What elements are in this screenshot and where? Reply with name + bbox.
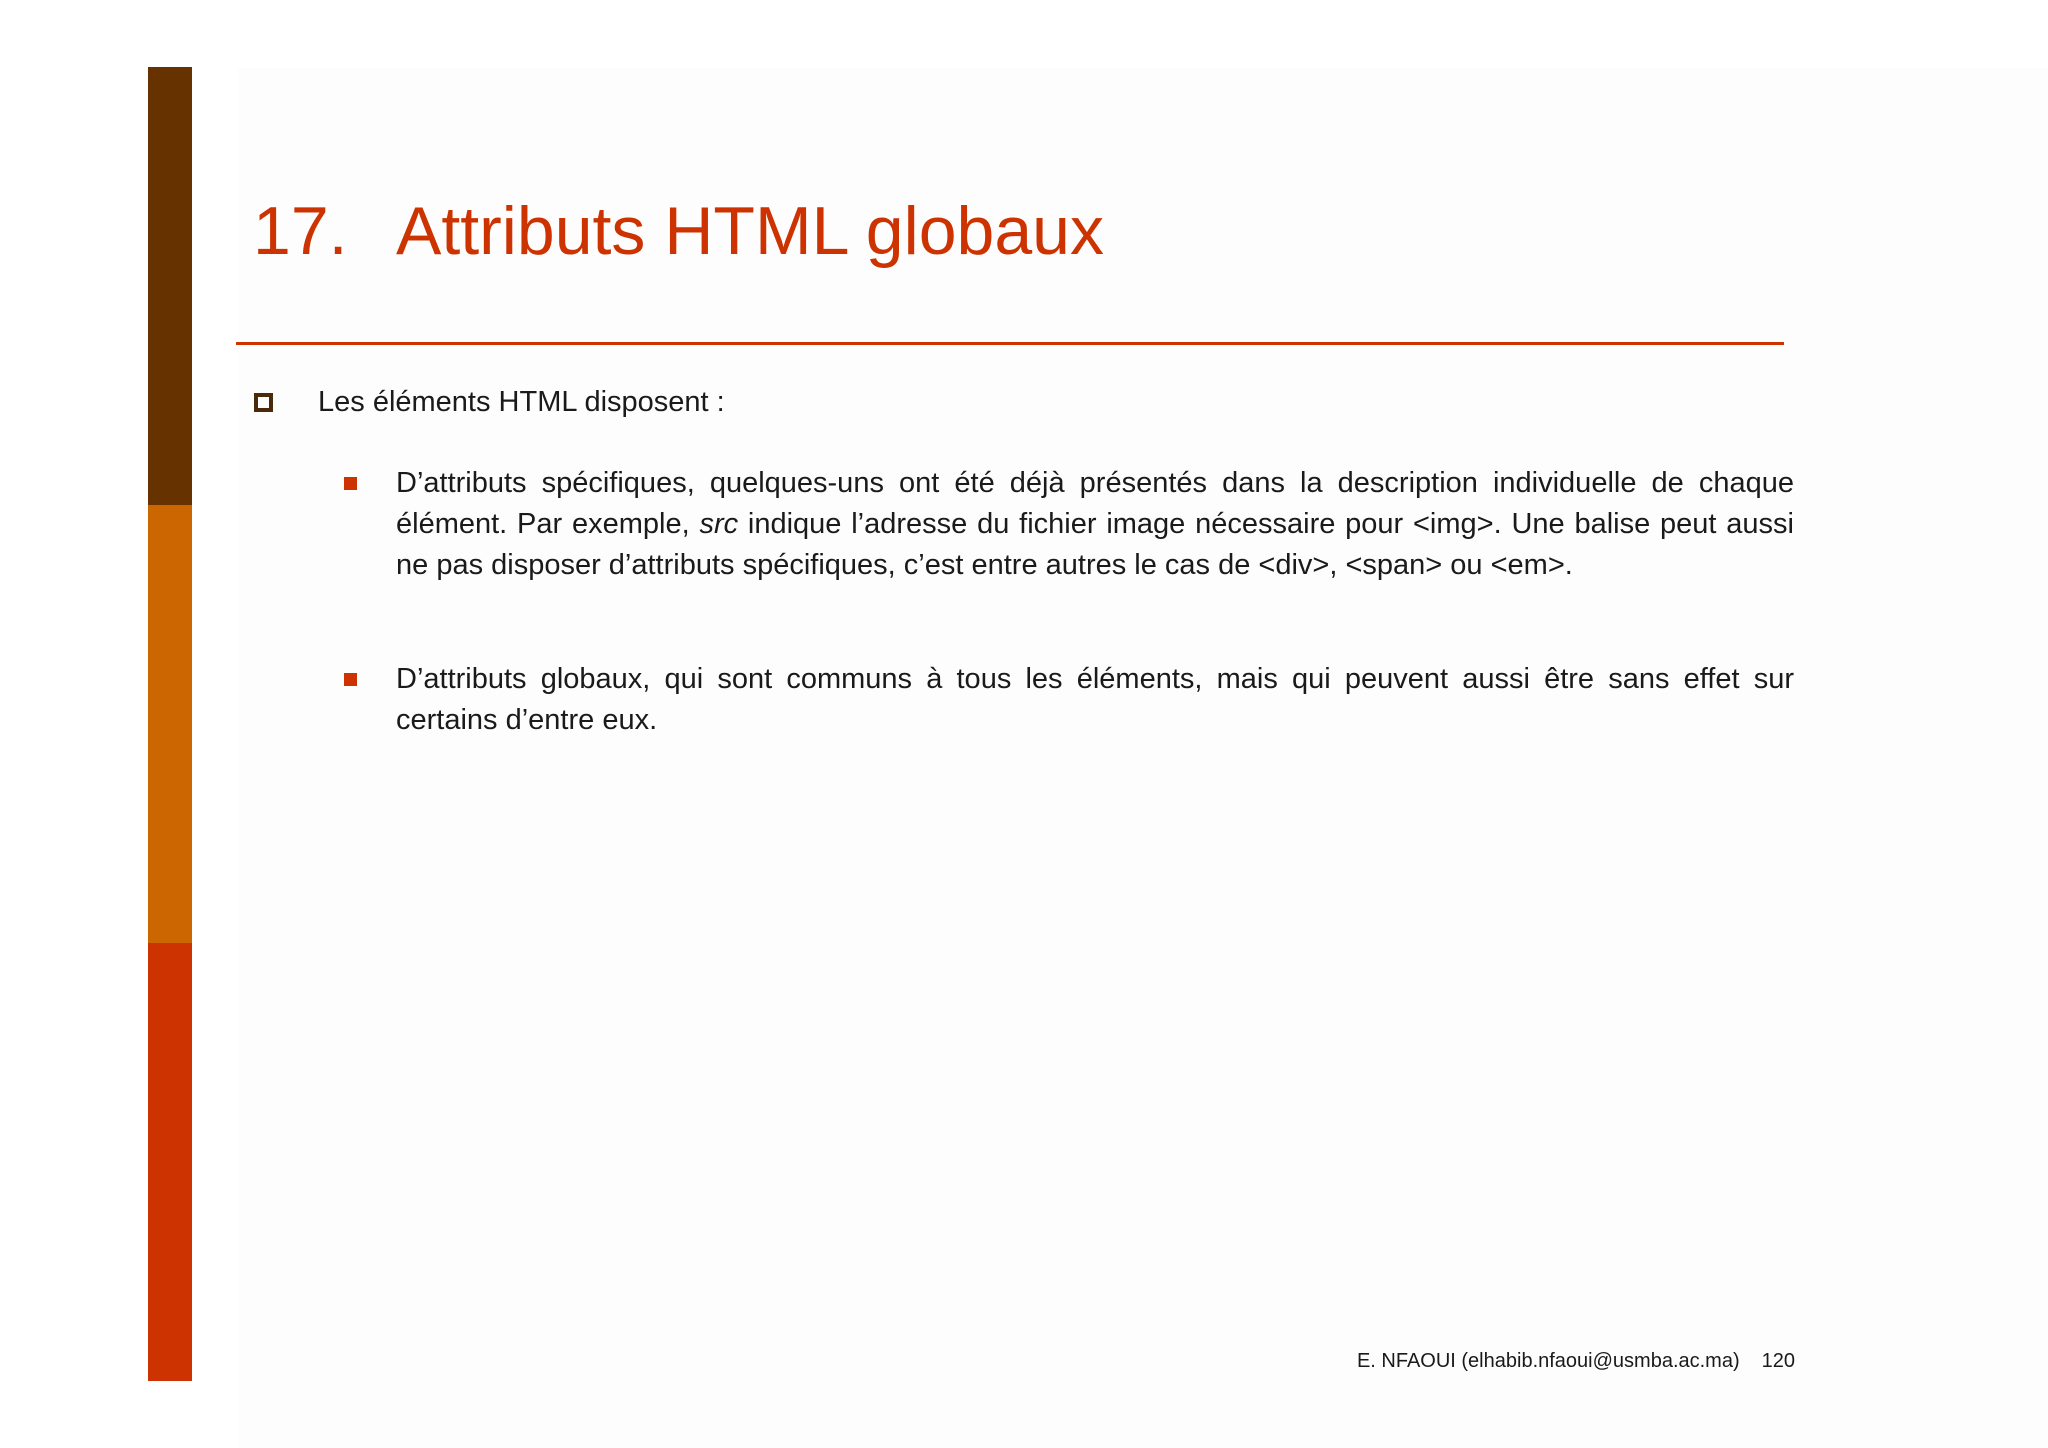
- bullet-intro: [254, 386, 1794, 419]
- sub-bullet-specific-attributes: [344, 463, 1796, 586]
- slide-title-text: Attributs HTML globaux: [396, 193, 1104, 269]
- sub-bullet-text: D’attributs globaux, qui sont communs à tous les éléments, mais qui peuvent aussi être sans effet sur certains d’entre eux.: [396, 663, 1794, 736]
- page-number: 120: [1761, 1350, 1795, 1372]
- side-bar-orange: [148, 505, 192, 943]
- slide-title: [253, 186, 1104, 276]
- sub-bullet-global-attributes: [344, 659, 1796, 741]
- slide-number: 17.: [253, 193, 348, 269]
- filled-square-bullet-icon: [344, 673, 357, 686]
- title-divider: [236, 342, 1784, 345]
- italic-src: src: [699, 508, 739, 540]
- text-part: D’attributs spécifiques, quelques-uns ont été déjà présentés dans la description individuelle de chaque élément. Par exemple,: [396, 467, 1794, 540]
- footer: [1250, 1350, 1795, 1373]
- sub-bullet-text: [396, 463, 1794, 586]
- side-bar-red: [148, 943, 192, 1381]
- footer-author: E. NFAOUI (elhabib.nfaoui@usmba.ac.ma): [1356, 1350, 1740, 1372]
- hollow-square-bullet-icon: [254, 393, 273, 412]
- text-part: indique l’adresse du fichier image nécessaire pour <img>. Une balise peut aussi ne pas disposer d’attributs spécifiques, c’est entre autres le cas de <div>, <span> ou <em>.: [396, 508, 1794, 581]
- filled-square-bullet-icon: [344, 477, 357, 490]
- side-bar-brown: [148, 67, 192, 505]
- bullet-intro-text: Les éléments HTML disposent :: [318, 386, 725, 418]
